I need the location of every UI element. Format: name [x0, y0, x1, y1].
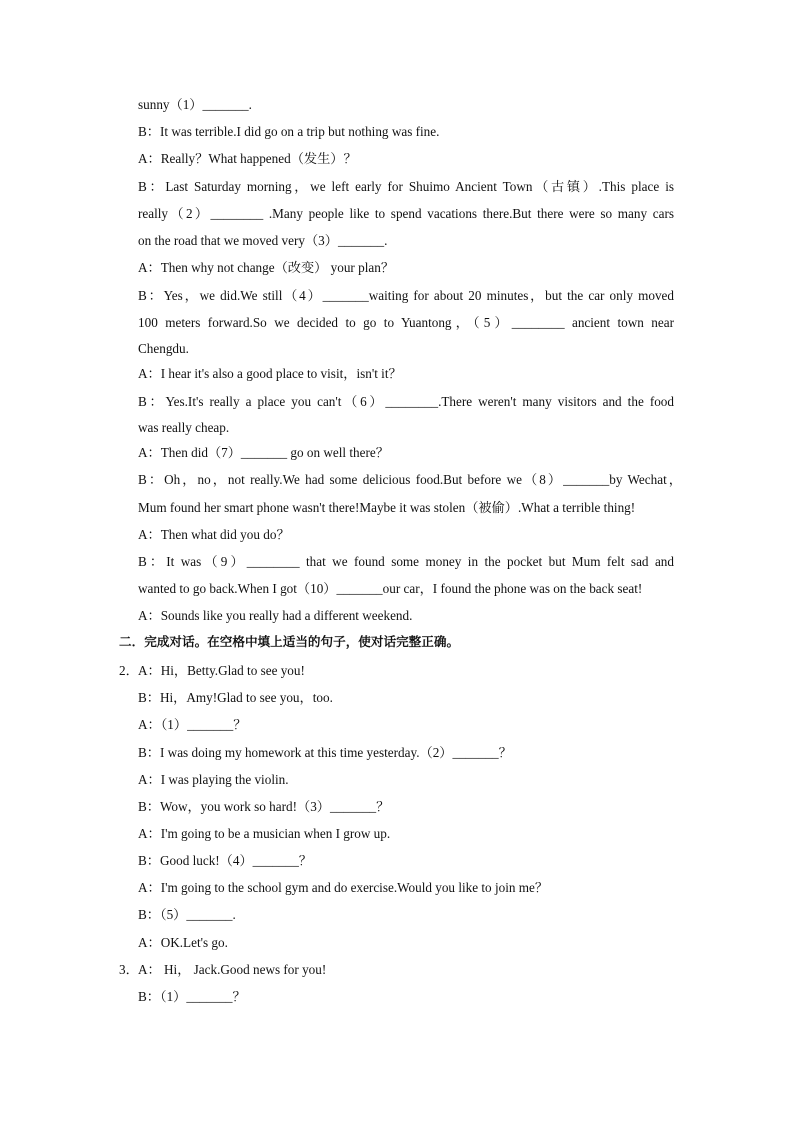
dialogue-line: really（2）________ .Many people like to spend vacations there.But there were so many cars — [138, 206, 674, 221]
dialogue-line: sunny（1）_______. — [138, 97, 252, 112]
dialogue-line: B：Wow，you work so hard!（3）_______？ — [138, 799, 390, 814]
dialogue-line: on the road that we moved very（3）_______. — [138, 233, 388, 248]
dialogue-line: B：Yes.It's really a place you can't（6）________.There weren't many visitors and the food — [138, 394, 674, 409]
dialogue-line: A：Hi，Betty.Glad to see you! — [138, 663, 305, 678]
dialogue-line: A：I hear it's also a good place to visit，isn't it？ — [138, 366, 402, 381]
dialogue-line: B：Last Saturday morning，we left early for Shuimo Ancient Town（古镇）.This place is — [138, 179, 674, 194]
dialogue-line: B：Yes，we did.We still（4）_______waiting for about 20 minutes，but the car only moved — [138, 288, 674, 303]
dialogue-line: A：Really？What happened（发生）？ — [138, 151, 357, 166]
dialogue-line: 100 meters forward.So we decided to go to Yuantong，（5）________ ancient town near — [138, 315, 674, 330]
dialogue-line: B：Hi，Amy!Glad to see you，too. — [138, 690, 333, 705]
dialogue-line: B：It was terrible.I did go on a trip but nothing was fine. — [138, 124, 440, 139]
dialogue-line: A：OK.Let's go. — [138, 935, 228, 950]
dialogue-line: B：（1）_______？ — [138, 989, 246, 1004]
dialogue-line: A：Then why not change（改变） your plan？ — [138, 260, 395, 275]
dialogue-line: A：I'm going to the school gym and do exercise.Would you like to join me？ — [138, 880, 549, 895]
dialogue-line: A：Then what did you do？ — [138, 527, 290, 542]
dialogue-line: A：（1）_______？ — [138, 717, 247, 732]
dialogue-line: B：Oh，no，not really.We had some delicious food.But before we（8）_______by Wechat， — [138, 472, 682, 487]
dialogue-line: wanted to go back.When I got（10）_______our car，I found the phone was on the back seat! — [138, 581, 643, 596]
dialogue-line: Mum found her smart phone wasn't there!Maybe it was stolen（被偷）.What a terrible thing! — [138, 500, 636, 515]
dialogue-line: was really cheap. — [138, 420, 230, 435]
dialogue-line: B：It was（9）________ that we found some money in the pocket but Mum felt sad and — [138, 554, 674, 569]
question-number: 3． — [119, 962, 139, 977]
dialogue-line: Chengdu. — [138, 341, 189, 356]
dialogue-line: B：Good luck!（4）_______？ — [138, 853, 312, 868]
section-heading: 二．完成对话。在空格中填上适当的句子，使对话完整正确。 — [119, 634, 460, 649]
dialogue-line: B：I was doing my homework at this time yesterday.（2）_______？ — [138, 745, 512, 760]
dialogue-line: A：I'm going to be a musician when I grow up. — [138, 826, 391, 841]
dialogue-line: A：Sounds like you really had a different weekend. — [138, 608, 413, 623]
question-number: 2． — [119, 663, 139, 678]
dialogue-line: B：（5）_______. — [138, 907, 236, 922]
dialogue-line: A：I was playing the violin. — [138, 772, 289, 787]
dialogue-line: A： Hi， Jack.Good news for you! — [138, 962, 327, 977]
dialogue-line: A：Then did（7）_______ go on well there？ — [138, 445, 389, 460]
